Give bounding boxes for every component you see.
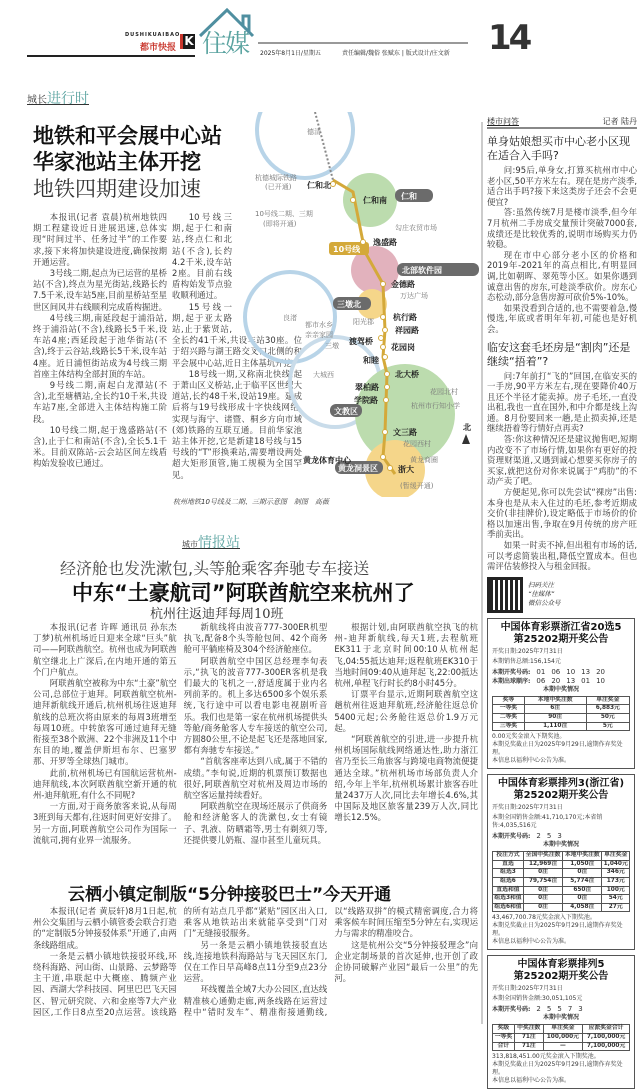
qr-line: 扫码关注 (528, 581, 554, 590)
table-cell: 0注 (523, 895, 562, 904)
table-row (493, 903, 630, 912)
lottery-notice (487, 774, 635, 950)
paragraph: 18号线一期,又称南北快线,起于萧山区义桥站,止于临平区世纪大道站,长约48千米,设站19座。建成后将与19号线形成十字快线网络,实现与海宁、诸暨、桐乡方向市域(郊)铁路的互联互通。目前华家池站主体开挖,它是新建18号线与15号线的“T”形换乘站,需要增设两处超大矩形顶管,施工规模为全国罕见。 (172, 368, 302, 480)
poi-label: 阳光郡 (353, 318, 374, 326)
paragraph: “阿联酋航空的引进,进一步提升杭州机场国际航线网络通达性,助力浙江省乃至长三角旅客与跨境电商物流便捷通达全球。”杭州机场市场部负责人介绍,今年上半年,杭州机场累计旅客吞吐量2437万人次,同比去年增长4.6%,其中国际及地区旅客量239万人次,同比增长12.5%。 (334, 734, 478, 823)
lottery-sales: 本期全国销售金额:30,051,105元 (492, 995, 583, 1003)
paragraph: 4号线三期,南延段起于浦沿站,终于浦沿站(不含),线路长5千米,设车站4座;西延段起于池华街站(不含),终于云谷站,线路长5千米,设车站4座。近日浦恒街站成为4号线三期首座主体结构全部封顶的车站。 (33, 312, 167, 379)
order-label: 本期出球顺序: (492, 677, 531, 685)
poi-label: 花园西村 (403, 440, 431, 448)
paragraph: 9号线二期,南起白龙潭站(不含),北至塘栖站,全长约10千米,共设车站7座,全部进入主体结构施工阶段。 (33, 380, 167, 424)
prize-table (492, 1024, 630, 1051)
qr-code-icon (487, 577, 523, 613)
table-row (493, 860, 630, 869)
paragraph: “首航客座率达到八成,属于不错的成绩。”李旬说,近期的机票预订数据也很好,阿联酋航空对杭州及周边市场的航空客运量持续看好。 (183, 756, 328, 801)
draw-number: 13 (566, 676, 576, 685)
station-label: 仁和北 (307, 181, 331, 190)
paragraph: 环线覆盖全域7大办公园区,直达线精准核心通勤走廊,两条线路在运营过程中“错时发车”、精准衔接通勤线,以“线路双拼”的模式精密调度,合力将乘客候车时间压缩至5分钟左右,实现运力与需求的精准咬合。 (183, 906, 478, 1017)
zone-label: 仁和 (401, 192, 417, 201)
airline-article-body (33, 622, 478, 846)
station-marker (381, 345, 386, 350)
column-header: 本地中奖注数 (563, 852, 602, 861)
station-label: 金德路 (391, 280, 415, 289)
paragraph: 另一条是云栖小镇地铁接驳直达线,连接地铁科海路站与飞天园区东门,仅在工作日早高峰8点11分至9点23分运营。 (183, 939, 328, 984)
paragraph: 本报讯(记者 黄辰轩)8月1日起,杭州公交集团与云栖小镇管委会联合打造的“定制版5分钟接驳体系”开通了,由两条线路组成。 (33, 906, 177, 950)
station-label: 学院路 (354, 396, 378, 405)
north-arrow-icon (462, 434, 470, 444)
table-title: 本期中奖情况 (542, 685, 579, 693)
draw-number: 10 (596, 676, 606, 685)
paragraph: 新航线将由波音777-300ER机型执飞,配备8个头等舱包间、42个商务舱可平躺座椅及304个经济舱座位。 (183, 622, 328, 655)
lottery-note: 313,818,451.00元奖金滚入下期奖池。 (492, 1053, 600, 1061)
lottery-issue: 第25202期开奖公告 (513, 633, 609, 645)
station-label: 逸盛路 (373, 238, 397, 247)
table-cell: 直选和值 (493, 886, 524, 895)
lottery-notice (487, 618, 635, 769)
table-cell: 0注 (523, 903, 562, 912)
paragraph: 3号线二期,起点为已运营的星桥站(不含),终点为星光街站,线路长约7.5千米,设车站5座,目前星桥站至星世区间风井右线顺利完成盾构掘进。 (33, 268, 167, 312)
paragraph: 15号线一期,起于亚太路站,止于紫贤站,全长约41千米,共设车站30座。位于绍兴路与湖王路交叉口北侧的和平会展中心站,近日主体基坑开挖。 (172, 301, 302, 368)
qa-reporter: 记者 陆丹 (602, 117, 637, 126)
table-header (493, 1025, 630, 1034)
qa-question-2-title: 临安这套毛坯房是“割肉”还是继续“捂着”? (487, 340, 631, 368)
winning-number: 5 (557, 1005, 562, 1014)
region-ring-deqing (257, 112, 353, 178)
lottery-note: 43,467,700.78元奖金滚入下期奖池。 (492, 914, 596, 922)
table-cell: 50元 (586, 713, 629, 722)
table-cell: 0注 (523, 886, 562, 895)
page-number: 14 (488, 18, 530, 58)
map-caption: 杭州地铁10号线及二期、三期示意图 制图 高薇 (173, 498, 329, 506)
column-header: 奖级 (493, 1025, 515, 1034)
poi-label: 亲亲家园 (305, 331, 333, 339)
winning-number: 13 (581, 667, 591, 676)
station-marker (385, 385, 390, 390)
table-row (493, 877, 630, 886)
prize-table (492, 851, 630, 912)
table-cell: 三等奖 (493, 722, 525, 731)
poi-label: 勾庄农贸市场 (395, 224, 437, 232)
lottery-note: 本信息以福利中心公告为准。 (492, 1077, 571, 1085)
right-column (487, 116, 637, 1089)
masthead (0, 0, 642, 78)
section-label-metro (27, 88, 89, 108)
table-cell: 100,000元 (543, 1033, 582, 1042)
column-header: 本地中奖注数 (524, 696, 586, 705)
paper-logo-k: K (180, 34, 195, 49)
airline-kicker: 经济舱也发洗漱包,头等舱乘客奔驰专车接送 (60, 559, 370, 578)
table-cell: 54元 (602, 895, 630, 904)
station-marker (385, 372, 390, 377)
winning-numbers (492, 832, 630, 841)
table-row (493, 895, 630, 904)
paragraph: 方便起见,你可以先尝试“裸房”出售:本身也是从未入住过的毛坯,参考近期成交价(非挂牌价),设定略低于市场价的价格以加速出售,争取在9月传统的房产旺季前卖出。 (487, 487, 637, 540)
winning-number: 5 (546, 832, 552, 841)
table-row (493, 1042, 630, 1051)
qr-caption (528, 581, 561, 608)
table-cell: 7,100,000元 (583, 1042, 630, 1051)
qa-label: 楼市问答 (487, 117, 519, 126)
lottery-sales: 本期销售总额:156,154元 (492, 657, 561, 665)
poi-label: 都市水乡 (305, 321, 333, 329)
bus-article-body (33, 906, 478, 1018)
table-cell: 6,883元 (586, 705, 629, 714)
region-label: 良渚 (283, 314, 297, 322)
table-header (493, 852, 630, 861)
column-divider (481, 122, 483, 1024)
bus-headline: 云栖小镇定制版“5分钟接驳巴士”今天开通 (68, 885, 392, 905)
station-label: 杭行路 (393, 313, 417, 322)
lottery-note: 本期兑奖截止日为2025年9月29日,逾期作弃奖处理。 (492, 741, 623, 757)
table-title: 本期中奖情况 (542, 841, 579, 849)
table-cell: 27元 (602, 903, 630, 912)
paragraph: 问:95后,单身女,打算买杭州市中心老小区,50平方米左右。现在是房产淡季,适合出手吗?接下来这类房子还会不会更便宜? (487, 165, 637, 207)
station-marker (383, 430, 388, 435)
table-row (493, 1033, 630, 1042)
numbers-label: 本期开奖号码: (492, 833, 531, 841)
table-cell: 二等奖 (493, 713, 525, 722)
paragraph: 一条是云栖小镇地铁接驳环线,环绕科海路、河山街、山景路、云梦路等主干道,串联起中大概座、腾频产业园、西湖大学科技园、阿里巴巴飞天园区、智元研究院、六和金座等7大产业园区,工作日8点至20点运营。该线路的所有站点几乎都“紧贴”园区出入口,乘客从地铁站出来就能享受到“门对门”无缝接驳服务。 (33, 906, 328, 1017)
zone-label: 文教区 (334, 407, 358, 416)
paragraph: 根据计划,由阿联酋航空执飞的杭州-迪拜新航线,每天1班,去程航班EK311于北京时间00:10从杭州起飞,04:55抵达迪拜;返程航班EK310于当地时间09:40从迪拜起飞,22:00抵达杭州,单程飞行时长约8小时45分。 (334, 622, 478, 689)
draw-number: 06 (536, 676, 546, 685)
table-cell: 一等奖 (493, 705, 525, 714)
column-header: 单注奖金 (586, 696, 629, 705)
table-cell: 79,754注 (523, 877, 562, 886)
map-note: 10号线二期、三期 (255, 210, 313, 218)
table-row (493, 713, 630, 722)
masthead-rule-left (27, 55, 195, 57)
metro-line-10-map (235, 112, 480, 497)
winning-number: 01 (536, 667, 546, 676)
lottery-issue: 第25202期开奖公告 (513, 790, 609, 802)
table-title: 本期中奖情况 (542, 1014, 579, 1022)
map-note: (即将开通) (263, 220, 297, 228)
table-cell: 组选6和值 (493, 903, 524, 912)
issue-date: 2025年8月1日/星期五 (260, 50, 321, 57)
metro-headline-1: 地铁和平会展中心站 (33, 124, 222, 148)
table-cell: 71注 (514, 1033, 543, 1042)
winning-numbers (492, 1005, 630, 1014)
metro-headline-2: 华家池站主体开挖 (33, 150, 201, 174)
lottery-area (487, 618, 637, 1089)
qa-answer-2 (487, 371, 637, 572)
paragraph: 阿联酋航空被称为中东“土豪”航空公司,总部位于迪拜。阿联酋航空杭州-迪拜新航线开通后,杭州机场往返迪拜航线的总班次将由原来的每周3班增至每周10班。中转旅客可通过迪拜无缝衔接至38个欧洲、22个非洲及11个中东目的地,覆盖伊斯坦布尔、巴塞罗那、开罗等全球热门城市。 (33, 678, 177, 767)
table-cell: 0注 (563, 895, 602, 904)
qr-line: 微信公众号 (528, 599, 561, 608)
label-main: 进行时 (47, 91, 89, 107)
paragraph: 阿联酋航空中国区总经理李旬表示,“执飞的波音777-300ER客机是我们最大的飞机之一,舒适度属于业内名列前茅的。机上多达6500多个娱乐系统,飞行途中可以看电影电视剧听音乐。我们也是第一家在杭州机场提供头等舱/商务舱客人专车接送的航空公司,方圆80公里,不论是起飞还是落地回家,都有奔驰专车接送。” (183, 655, 328, 756)
paragraph: 现在市中心部分老小区的价格和2019年-2021年的高点相比,有明显回调,比如朝晖、翠苑等小区。如果你遇到诚意出售的房东,可趁淡季砍价。房东心态松动,部分急售房源可砍价5%-10%。 (487, 249, 637, 303)
paragraph: 本报讯(记者 许晖 通讯员 孙东杰 丁梦)杭州机场近日迎来全球“巨头”航司——阿联酋航空。杭州也成为阿联酋航空继北上广深后,在内地开通的第五个门户航点。 (33, 622, 177, 677)
qr-block (487, 577, 637, 613)
table-cell: 173元 (602, 877, 630, 886)
poi-label: 杭州市行知小学 (411, 402, 460, 410)
lottery-issue: 第25202期开奖公告 (513, 971, 609, 983)
table-row (493, 722, 630, 731)
table-cell: 一等奖 (493, 1033, 515, 1042)
draw-number: 20 (551, 676, 561, 685)
zone-label: 北部软件园 (402, 266, 442, 275)
station-marker (381, 282, 386, 287)
north-arrow-icon: 北 (463, 423, 471, 432)
qa-question-1-title: 单身姑娘想买市中心老小区现在适合入手吗? (487, 135, 630, 162)
station-marker (388, 466, 393, 471)
paragraph: 如果没看到合适的,也不需要着急,慢慢选,年底或者明年年初,可能也是好机会。 (487, 302, 637, 334)
label-main: 情报站 (198, 535, 240, 551)
paragraph: 阿联酋航空在现场还展示了供商务舱和经济舱客人的洗漱包,女士有镜子、乳液、防晒霜等,男士有剃须刀等,还提供婴儿奶瓶、湿巾甚至儿童玩具。 (183, 801, 328, 845)
table-cell: 0注 (563, 869, 602, 878)
table-row (493, 886, 630, 895)
table-cell: 100元 (602, 886, 630, 895)
paper-name: 都市快报 (140, 43, 177, 53)
table-cell: 组选3 (493, 869, 524, 878)
metro-article-column (33, 212, 167, 470)
table-cell: 71注 (514, 1042, 543, 1051)
label-prefix: 城长 (27, 95, 47, 106)
table-cell: 组选6 (493, 877, 524, 886)
zone-label: 三墩北 (337, 300, 361, 309)
table-header (493, 696, 630, 705)
region-label: 大城西 (313, 371, 334, 379)
paragraph: 这是杭州公交“5分钟接驳理念”向企业定制场景的首次延伸,也开创了政企协同破解产业园“最后一公里”的先河。 (334, 939, 478, 984)
paper-pinyin: DUSHIKUAIBAO (125, 32, 181, 38)
table-cell: 1,050注 (563, 860, 602, 869)
lottery-notice (487, 955, 635, 1089)
winning-number: 06 (551, 667, 561, 676)
qa-header (487, 116, 637, 129)
column-header: 单注奖金 (602, 852, 630, 861)
station-marker (361, 240, 366, 245)
masthead-rule-right (258, 42, 468, 44)
lottery-note: 本信息以福利中心公告为准。 (492, 757, 571, 765)
draw-order (492, 677, 630, 686)
airline-headline: 中东“土豪航司”阿联酋航空来杭州了 (72, 581, 415, 605)
station-marker (351, 198, 356, 203)
qa-answer-1 (487, 165, 637, 335)
table-cell: — (543, 1042, 582, 1051)
station-label: 黄龙体育中心 (303, 456, 351, 465)
editor-credits: 责任编辑/魏俗 张赋东 | 版式设计/庄文新 (342, 50, 450, 57)
numbers-label: 本期开奖号码: (492, 668, 531, 676)
table-cell: 12,969注 (523, 860, 562, 869)
map-note: 杭德城际铁路 (255, 174, 297, 182)
metro-subheadline: 地铁四期建设加速 (33, 177, 201, 201)
lottery-date: 开奖日期:2025年7月31日 (492, 985, 563, 993)
winning-number: 3 (578, 1005, 583, 1014)
table-cell: 5元 (586, 722, 629, 731)
winning-number: 5 (546, 1005, 552, 1014)
zone-label: 黄龙洞景区 (338, 464, 378, 473)
table-cell: 0注 (523, 869, 562, 878)
airline-subheadline: 杭州往返迪拜每周10班 (150, 607, 284, 622)
paragraph: 10号线二期,起于逸盛路站(不含),止于仁和南站(不含),全长5.1千米。目前双陈站-云会站区间左线盾构始发验收已通过。 (33, 424, 167, 469)
table-cell: 1,110注 (524, 722, 586, 731)
poi-label: 万达广场 (400, 292, 428, 300)
table-cell: 直选 (493, 860, 524, 869)
paragraph: 如果一时卖不掉,但出租有市场的话,可以考虑简装出租,降低空置成本。但也需评估装修投入与租金回报。 (487, 540, 637, 572)
column-header: 应派奖金合计 (583, 1025, 630, 1034)
map-note: (已开通) (265, 183, 292, 191)
station-marker (384, 398, 389, 403)
poi-label: 黄龙商圈 (410, 456, 438, 464)
column-header: 奖等 (493, 696, 525, 705)
station-label: 和睦 (363, 356, 379, 365)
station-marker (331, 182, 336, 187)
table-cell: 650注 (563, 886, 602, 895)
line-badge: 10号线 (333, 245, 361, 254)
poi-label: 花园北村 (430, 388, 458, 396)
lottery-note: 0.00元奖金滚入下期奖池。 (492, 733, 566, 741)
station-marker (383, 328, 388, 333)
lottery-note: 本期兑奖截止日为2025年9月29日,逾期作弃奖处理。 (492, 922, 623, 938)
station-label: 仁和南 (363, 196, 387, 205)
prize-table (492, 696, 630, 731)
table-cell: 1,040元 (602, 860, 630, 869)
table-cell: 组选3和值 (493, 895, 524, 904)
winning-number: 2 (536, 832, 541, 841)
poi-label: 三墩 (325, 342, 339, 350)
station-label: 翠柏路 (355, 383, 379, 392)
paragraph: 本报讯(记者 袁晨)杭州地铁四期工程建设近日进展迅速,总体实现“时间过半、任务过半”的工作要求,接下来将加快建设进度,确保按期开通运营。 (33, 212, 167, 267)
station-label: 浙大 (398, 465, 414, 474)
column-header: 全国中奖注数 (523, 852, 562, 861)
station-label: 花园岗 (391, 343, 415, 352)
table-cell: 6注 (524, 705, 586, 714)
column-header: 单注奖金 (543, 1025, 582, 1034)
paragraph: 订票平台显示,近期阿联酋航空这趟杭州往返迪拜航班,经济舱往返总价5400元起;公务舱往返总价1.9万元起。 (334, 689, 478, 733)
column-header: 投注方式 (493, 852, 524, 861)
lottery-note: 本期兑奖截止日为2025年9月29日,逾期作弃奖处理。 (492, 1061, 623, 1077)
winning-numbers (492, 668, 630, 677)
paragraph: 此前,杭州机场已有国航运营杭州-迪拜航线,本次阿联酋航空新开通的杭州-迪拜航班,有什么不同呢? (33, 767, 177, 801)
lottery-sales: 本期全国销售金额:41,710,170元;本省销售:4,035,516元 (492, 814, 603, 830)
winning-number: 20 (596, 667, 606, 676)
lottery-date: 开奖日期:2025年7月31日 (492, 804, 563, 812)
paragraph: 答:你这种情况还是建议抛售吧,短期内改变不了市场行情,如果你有更好的投资理财渠道,又遇到诚心想要买你房子的买家,就把这份对你来说属于“鸡肋”的不动产卖了吧。 (487, 434, 637, 487)
section-label-intel (182, 532, 240, 552)
paragraph: 10号线三期,起于仁和南站,终点仁和北站(不含),长约4.2千米,设车站2座。目前右线盾构始发节点验收顺利通过。 (172, 212, 232, 301)
table-cell: 90注 (524, 713, 586, 722)
station-label: 文三路 (393, 428, 417, 437)
lottery-title: 中国体育彩票浙江省20选5 (500, 621, 622, 633)
paragraph: 一方面,对于商务旅客来说,从每周3班到每天都有,往返时间更好安排了。另一方面,阿联酋航空公司作为国际一流航司,拥有业界一流服务。 (33, 801, 177, 845)
station-marker (381, 455, 386, 460)
table-cell: 346元 (602, 869, 630, 878)
station-label: 北大桥 (395, 370, 419, 379)
table-cell: 合计 (493, 1042, 515, 1051)
table-row (493, 869, 630, 878)
map-note: (暂缓开通) (400, 482, 434, 490)
table-cell: 5,774注 (563, 877, 602, 886)
region-label: 德清 (307, 128, 321, 136)
numbers-label: 本期开奖号码: (492, 1006, 531, 1014)
paragraph: 答:虽然传统7月是楼市淡季,但今年7月杭州二手房成交量预计突破7000套,成绩还是比较优秀的,说明市场购买力仍较稳。 (487, 207, 637, 250)
lottery-date: 开奖日期:2025年7月31日 (492, 647, 563, 655)
lottery-note: 本信息以福利中心公告为准。 (492, 938, 571, 946)
section-name: 住媒 (202, 29, 249, 58)
table-row (493, 705, 630, 714)
draw-number: 01 (581, 676, 591, 685)
winning-number: 7 (567, 1005, 573, 1014)
winning-number: 3 (557, 832, 562, 841)
label-prefix: 城市 (182, 540, 198, 549)
station-label: 祥园路 (395, 326, 419, 335)
column-header: 中奖注数 (514, 1025, 543, 1034)
station-marker (383, 355, 388, 360)
winning-number: 2 (536, 1005, 541, 1014)
table-cell: 4,058注 (563, 903, 602, 912)
qr-line: “住媒体” (528, 590, 555, 599)
lottery-title: 中国体育彩票排列3(浙江省) (497, 778, 625, 790)
table-cell: 7,100,000元 (583, 1033, 630, 1042)
paragraph: 问:7年前打“飞的”回国,在临安买的一手房,90平方米左右,现在要降价40万且还个半径才能卖掉。房子毛坯,一直没出租,我也一直在国外,和中介都是线上沟通。8月份要回来一趟,是止损卖掉,还是继续捂着等行情好点再卖? (487, 370, 637, 434)
station-label: 渡驾桥 (349, 337, 373, 346)
station-marker (381, 315, 386, 320)
lottery-title: 中国体育彩票排列5 (517, 959, 605, 971)
winning-number: 10 (566, 667, 576, 676)
station-marker (379, 336, 384, 341)
